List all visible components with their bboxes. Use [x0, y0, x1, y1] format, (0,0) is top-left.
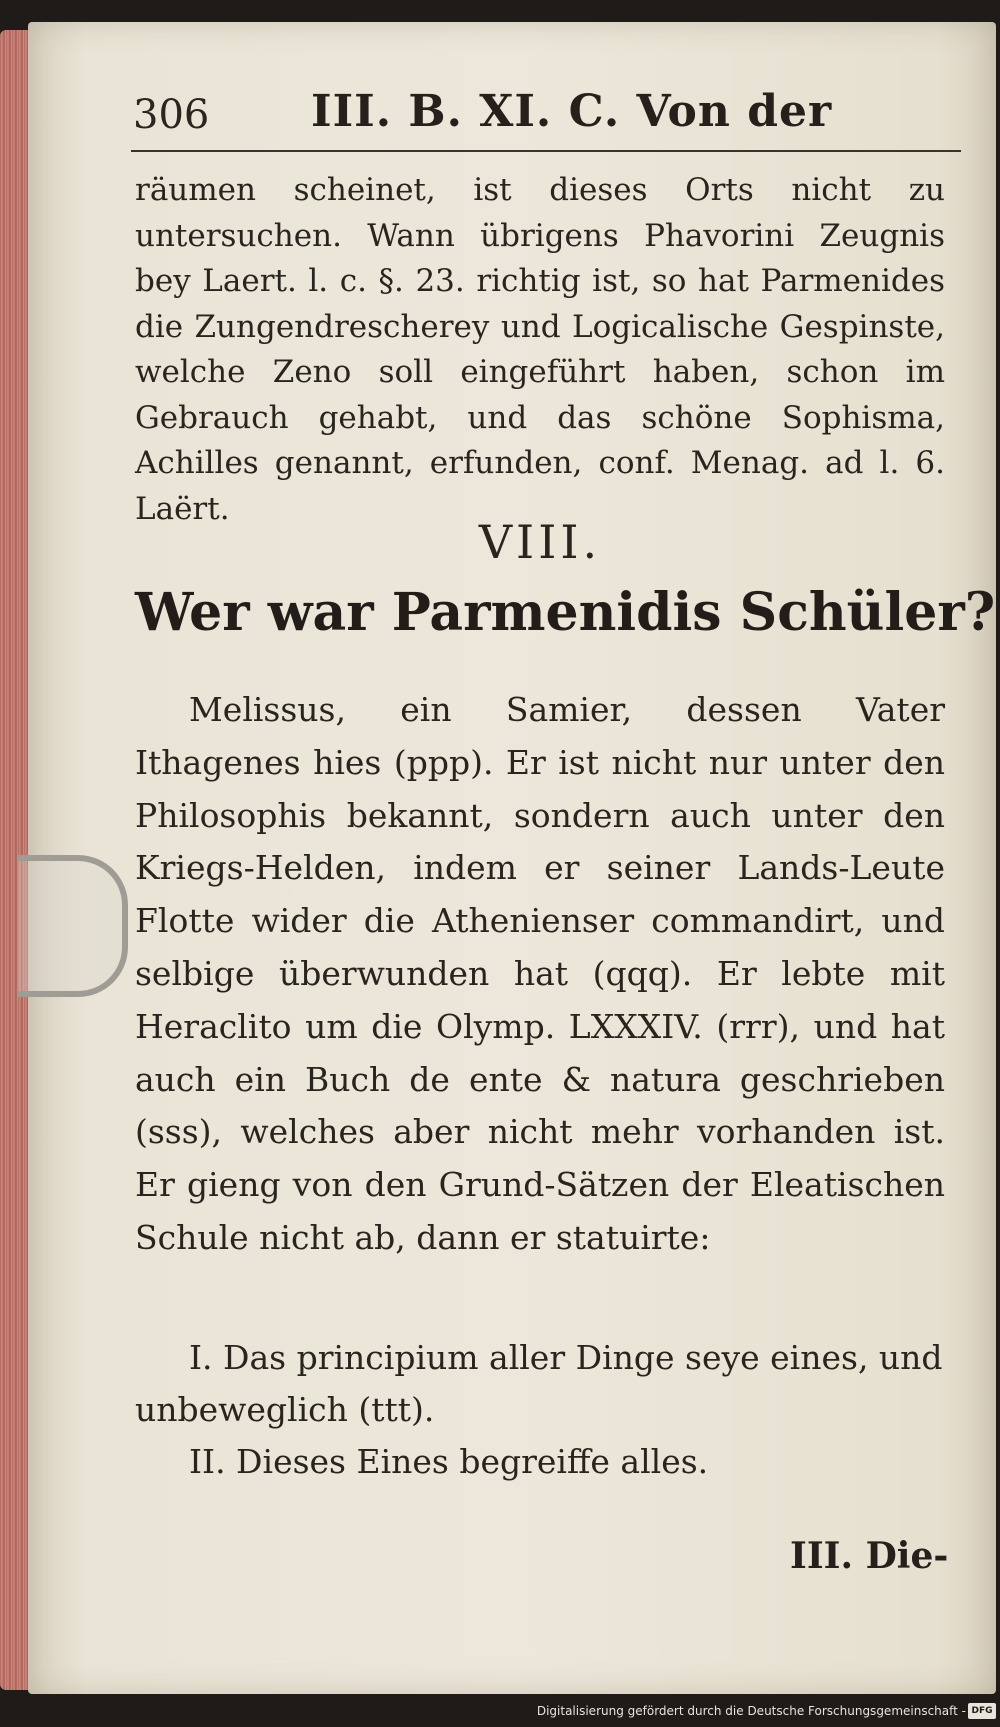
- header-rule: [131, 150, 961, 152]
- dfg-logo: DFG: [968, 1703, 996, 1719]
- list-item: II. Dieses Eines begreiffe alles.: [189, 1442, 709, 1481]
- footer-credit: Digitalisierung gefördert durch die Deutsche Forschungsgemeinschaft -: [536, 1704, 966, 1718]
- section-number: VIII.: [478, 515, 602, 569]
- page-header: [105, 86, 945, 156]
- section-title: Wer war Parmenidis Schüler?: [135, 582, 996, 643]
- page-number: 306: [133, 92, 210, 138]
- paragraph-1: räumen scheinet, ist dieses Orts nicht zu untersuchen. Wann übrigens Phavorini Zeugnis bey Laert. l. c. §. 23. richtig ist, so hat Parmenides die Zungendrescherey und Logicalische Gespinste, welche Zeno soll eingeführt haben, schon im Gebrauch gehabt, und das schöne Sophisma, Achilles genannt, erfunden, conf. Menag. ad l. 6. Laërt.: [135, 172, 945, 527]
- paragraph-2: Melissus, ein Samier, dessen Vater Ithagenes hies (ppp). Er ist nicht nur unter den Philosophis bekannt, sondern auch unter den Kriegs-Helden, indem er seiner Lands-Leute Flotte wider die Athenienser commandirt, und selbige überwunden hat (qqq). Er lebte mit Heraclito um die Olymp. LXXXIV. (rrr), und hat auch ein Buch de ente & natura geschrieben (sss), welches aber nicht mehr vorhanden ist. Er gieng von den Grund-Sätzen der Eleatischen Schule nicht ab, dann er statuirte:: [135, 690, 945, 1257]
- thesis-list: [135, 1332, 945, 1488]
- page-clip: [18, 855, 128, 997]
- list-item: I. Das principium aller Dinge seye eines, und unbeweglich (ttt).: [135, 1338, 943, 1429]
- running-head: III. B. XI. C. Von der: [311, 86, 833, 137]
- catchword: III. Die-: [790, 1535, 949, 1577]
